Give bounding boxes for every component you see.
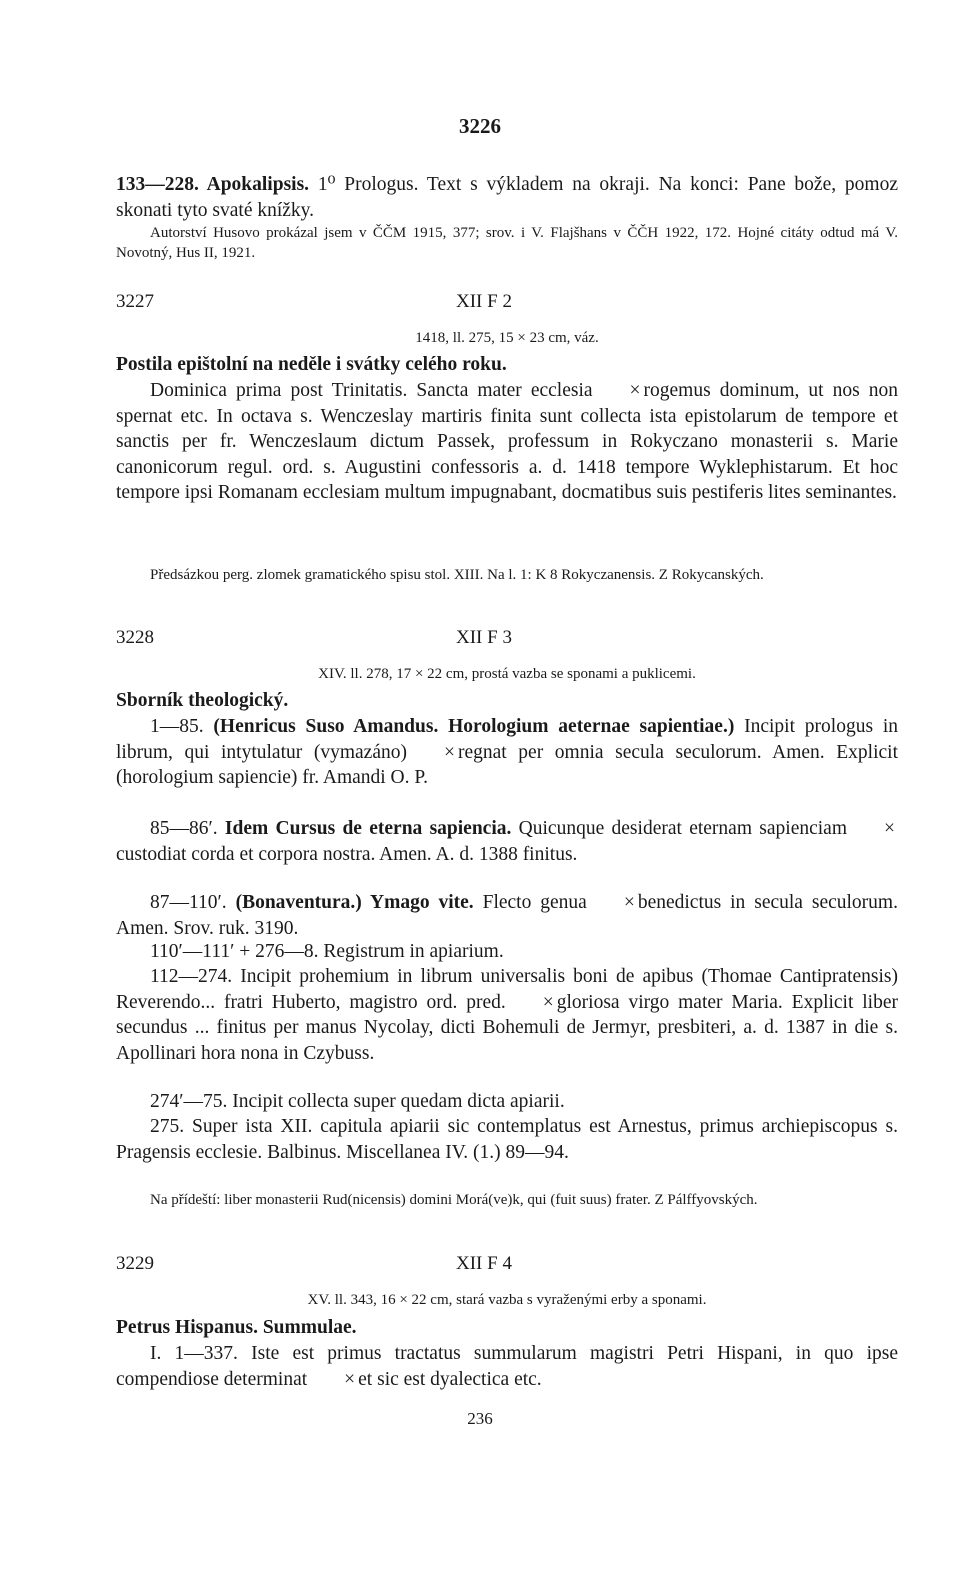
entry-3227-text <box>116 378 898 506</box>
gap-mark: × <box>542 991 554 1013</box>
running-head: 3226 <box>459 114 501 138</box>
entry-3228-signature: XII F 3 <box>456 627 512 648</box>
entry-3229-text <box>116 1341 898 1392</box>
entry-3229-signature: XII F 4 <box>456 1253 512 1274</box>
item-text-a: Incipit prologus in librum, qui intytulatur (vymazáno) <box>116 716 898 763</box>
item-bold: (Bonaventura.) Ymago vite. <box>226 892 474 913</box>
item-text-a: Quicunque desiderat eternam sapienciam <box>511 818 847 839</box>
item-text-a: Incipit prohemium in librum universalis boni de apibus (Thomae Cantipratensis) Reverendo... fratri Huberto, magistro ord. pred. <box>116 966 898 1013</box>
entry-3228-physical: XIV. ll. 278, 17 × 22 cm, prostá vazba se sponami a puklicemi. <box>318 666 696 682</box>
entry-3227-note: Předsázkou perg. zlomek gramatického spisu stol. XIII. Na l. 1: K 8 Rokyczanensis. Z Rokycanských. <box>150 567 764 583</box>
entry-3228-item <box>116 816 898 867</box>
item-lead: 110′—111′ + 276—8. <box>150 941 319 962</box>
entry-3226-body: 1⁰ Prologus. Text s výkladem na okraji. Na konci: Pane bože, pomoz skonati tyto svaté knížky. <box>116 174 898 221</box>
entry-3227-text-b: rogemus dominum, ut nos non spernat etc. In octava s. Wenczeslay martiris finita sunt collecta ista epistolarum de tempore et sanctis per fr. Wenczeslaum dictum Passek, professum in Rokyczano monasterii s. Marie canonicorum regul. ord. s. Augustini confessoris a. d. 1418 tempore Wyklephistarum. Et hoc tempore ipsi Romanam ecclesiam multum impugnabant, docmatibus suis pestiferis lites seminantes. <box>116 380 898 503</box>
entry-3228-item <box>116 714 898 791</box>
item-lead: 1—85. <box>150 716 204 737</box>
entry-3228-item <box>116 890 898 941</box>
entry-3228-item <box>116 1114 898 1165</box>
entry-3228-item <box>116 1089 898 1115</box>
item-lead: 87—110′. <box>150 892 227 913</box>
gap-mark: × <box>884 818 895 839</box>
entry-3227-header <box>116 291 898 317</box>
entry-3228-note: Na přídeští: liber monasterii Rud(nicensis) domini Morá(ve)k, qui (fuit suus) frater. Z Pálffyovských. <box>150 1192 758 1208</box>
item-text-b: regnat per omnia secula seculorum. Amen. Explicit (horologium sapiencie) fr. Amandi O. P. <box>116 741 898 788</box>
entry-3228-number: 3228 <box>116 627 154 648</box>
gap-mark: × <box>344 1368 356 1390</box>
entry-3228-title: Sborník theologický. <box>116 690 289 711</box>
entry-3228-item <box>116 939 898 965</box>
item-text-b: benedictus in secula seculorum. Amen. Srov. ruk. 3190. <box>116 892 898 939</box>
entry-3228-header <box>116 627 898 653</box>
item-lead: 112—274. <box>150 966 233 987</box>
item-text-a: Incipit collecta super quedam dicta apiarii. <box>227 1091 565 1112</box>
item-text-b: gloriosa virgo mater Maria. Explicit liber secundus ... finitus per manus Nycolay, dicti Bohemuli de Jermyr, presbiteri, a. d. 1387 in die s. Apollinari hora nona in Czybuss. <box>116 991 898 1064</box>
item-bold: Idem Cursus de eterna sapiencia. <box>217 818 512 839</box>
item-text-a: Registrum in apiarium. <box>318 941 504 962</box>
entry-3229-number: 3229 <box>116 1253 154 1274</box>
entry-3226-text <box>116 172 898 223</box>
page-number: 236 <box>467 1409 493 1428</box>
entry-3227-number: 3227 <box>116 291 154 312</box>
entry-3229-header <box>116 1253 898 1279</box>
entry-3227-title: Postila epištolní na neděle i svátky celého roku. <box>116 354 507 375</box>
item-lead: 85—86′. <box>150 818 218 839</box>
entry-3229-title: Petrus Hispanus. Summulae. <box>116 1317 357 1338</box>
item-text-a: Super ista XII. capitula apiarii sic contemplatus est Arnestus, primus archiepiscopus s. Pragensis ecclesie. Balbinus. Miscellanea IV. (1.) 89—94. <box>116 1116 898 1163</box>
entry-3226-label: 133—228. Apokalipsis. <box>116 174 310 195</box>
entry-3228-item <box>116 964 898 1066</box>
gap-mark: × <box>443 741 455 763</box>
item-lead: 275. <box>150 1116 185 1137</box>
item-text-b: custodiat corda et corpora nostra. Amen. A. d. 1388 finitus. <box>116 843 578 865</box>
entry-3227-signature: XII F 2 <box>456 291 512 312</box>
item-text-a: Flecto genua <box>473 892 587 913</box>
entry-3229-text-b: et sic est dyalectica etc. <box>358 1368 542 1390</box>
gap-mark: × <box>623 892 635 913</box>
entry-3227-text-a: Dominica prima post Trinitatis. Sancta mater ecclesia <box>150 380 593 401</box>
entry-3227-physical: 1418, ll. 275, 15 × 23 cm, váz. <box>415 330 599 346</box>
entry-3226-note: Autorství Husovo prokázal jsem v ČČM 1915, 377; srov. i V. Flajšhans v ČČH 1922, 172. Hojné citáty odtud má V. Novotný, Hus II, 1921. <box>116 225 898 261</box>
gap-mark: × <box>629 380 641 401</box>
item-lead: 274′—75. <box>150 1091 228 1112</box>
entry-3229-physical: XV. ll. 343, 16 × 22 cm, stará vazba s vyraženými erby a sponami. <box>307 1292 707 1308</box>
item-bold: (Henricus Suso Amandus. Horologium aeternae sapientiae.) <box>203 716 735 737</box>
entry-3229-text-a: I. 1—337. Iste est primus tractatus summularum magistri Petri Hispani, in quo ipse compendiose determinat <box>116 1343 898 1390</box>
